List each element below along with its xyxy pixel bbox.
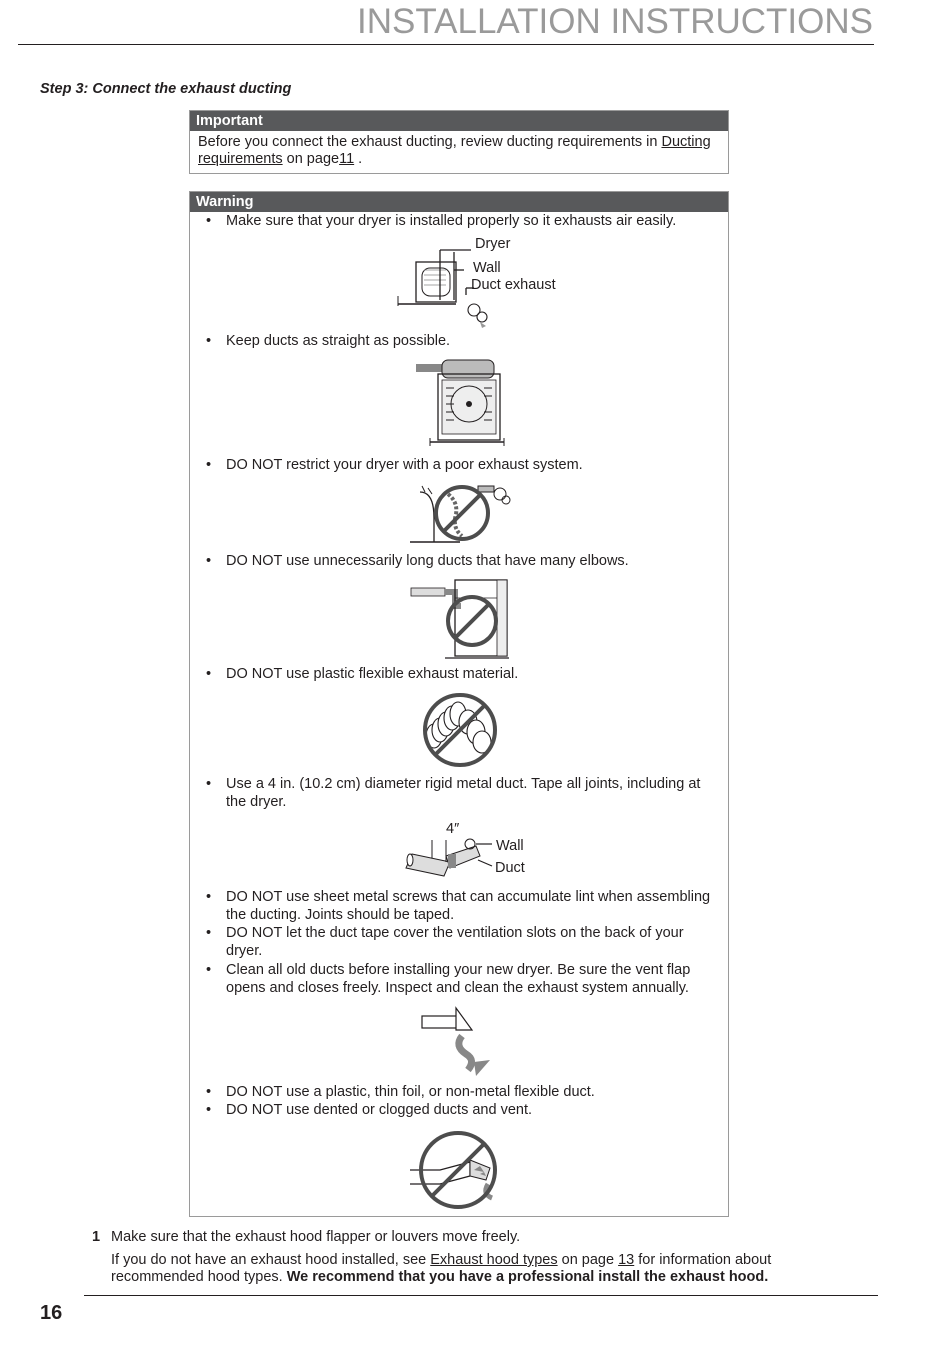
step-1 — [92, 1229, 852, 1286]
figure-label-duct-exhaust: Duct exhaust — [471, 277, 556, 293]
step-1-number: 1 — [92, 1229, 101, 1245]
plastic-flexible-duct-prohibited-figure — [416, 692, 504, 766]
page-11-link[interactable]: 11 — [339, 151, 355, 167]
figure-label-duct: Duct — [495, 860, 525, 876]
warning-bullet — [206, 212, 721, 230]
vent-flap-figure — [418, 1006, 502, 1078]
warning-bullet — [206, 456, 721, 474]
step-title: Step 3: Connect the exhaust ducting — [40, 81, 292, 97]
page-13-link[interactable]: 13 — [618, 1252, 635, 1268]
bullet-symbol: • — [206, 213, 212, 229]
bullet-symbol: • — [206, 925, 212, 941]
warning-bullet-text: DO NOT use a plastic, thin foil, or non-metal flexible duct. — [226, 1084, 595, 1100]
important-text — [190, 131, 728, 171]
step-1-text: Make sure that the exhaust hood flapper or louvers move freely. — [111, 1229, 521, 1245]
bullet-symbol: • — [206, 666, 212, 682]
warning-bullet-text: Make sure that your dryer is installed properly so it exhausts air easily. — [226, 213, 677, 229]
warning-bullet — [206, 888, 721, 924]
warning-bullet-text: DO NOT restrict your dryer with a poor exhaust system. — [226, 457, 583, 473]
warning-bullet — [206, 332, 721, 350]
warning-bullet — [206, 665, 721, 683]
straight-duct-figure — [414, 358, 506, 452]
exhaust-hood-types-link[interactable]: Exhaust hood types — [430, 1252, 558, 1268]
warning-bullet — [206, 775, 721, 811]
important-text-mid: on page — [282, 151, 340, 167]
warning-bullet — [206, 552, 721, 570]
figure-label-4-inch: 4″ — [446, 821, 460, 837]
bullet-symbol: • — [206, 333, 212, 349]
step-1-note-mid: on page — [557, 1252, 619, 1268]
warning-bullet — [206, 961, 721, 997]
warning-bullet-text: DO NOT use unnecessarily long ducts that have many elbows. — [226, 553, 629, 569]
step-1-note — [111, 1252, 852, 1286]
dented-clogged-duct-prohibited-figure — [408, 1130, 512, 1214]
bullet-symbol: • — [206, 457, 212, 473]
important-box — [189, 110, 729, 174]
warning-bullet-text: DO NOT use plastic flexible exhaust material. — [226, 666, 519, 682]
figure-label-wall: Wall — [473, 260, 501, 276]
long-duct-elbows-prohibited-figure — [409, 578, 511, 660]
warning-bullet-text: DO NOT let the duct tape cover the ventilation slots on the back of your dryer. — [226, 925, 684, 959]
bullet-symbol: • — [206, 1084, 212, 1100]
figure-label-wall: Wall — [496, 838, 524, 854]
rigid-metal-duct-figure — [406, 836, 496, 880]
step-1-note-before: If you do not have an exhaust hood installed, see — [111, 1252, 431, 1268]
warning-bullet-text: Keep ducts as straight as possible. — [226, 333, 451, 349]
warning-box — [189, 191, 729, 1217]
warning-bullet-text: Use a 4 in. (10.2 cm) diameter rigid metal duct. Tape all joints, including at the dryer. — [226, 776, 701, 810]
step-1-note-bold: We recommend that you have a professional install the exhaust hood. — [286, 1269, 769, 1285]
important-heading: Important — [190, 111, 728, 131]
poor-exhaust-prohibited-figure — [408, 484, 514, 550]
warning-bullet — [206, 1101, 721, 1119]
bullet-symbol: • — [206, 776, 212, 792]
figure-label-dryer: Dryer — [475, 236, 511, 252]
bullet-symbol: • — [206, 1102, 212, 1118]
warning-bullet — [206, 1083, 721, 1101]
page-number: 16 — [40, 1302, 63, 1324]
ducting-requirements-link[interactable]: Ducting requirements — [198, 134, 711, 167]
bullet-symbol: • — [206, 553, 212, 569]
header-rule — [18, 44, 874, 45]
page-header-title: INSTALLATION INSTRUCTIONS — [357, 2, 873, 41]
important-text-before: Before you connect the exhaust ducting, review ducting requirements in — [198, 134, 662, 150]
warning-bullet-text: DO NOT use sheet metal screws that can accumulate lint when assembling the ducting. Joints should be taped. — [226, 889, 711, 923]
warning-bullet — [206, 924, 721, 960]
warning-bullet-text: DO NOT use dented or clogged ducts and vent. — [226, 1102, 533, 1118]
warning-bullet-text: Clean all old ducts before installing your new dryer. Be sure the vent flap opens and closes freely. Inspect and clean the exhaust system annually. — [226, 962, 691, 996]
important-text-after: . — [354, 151, 363, 167]
footer-rule — [84, 1295, 878, 1296]
step-1-note-after: for information about recommended hood types. — [111, 1252, 772, 1285]
warning-heading: Warning — [190, 192, 728, 212]
bullet-symbol: • — [206, 889, 212, 905]
bullet-symbol: • — [206, 962, 212, 978]
